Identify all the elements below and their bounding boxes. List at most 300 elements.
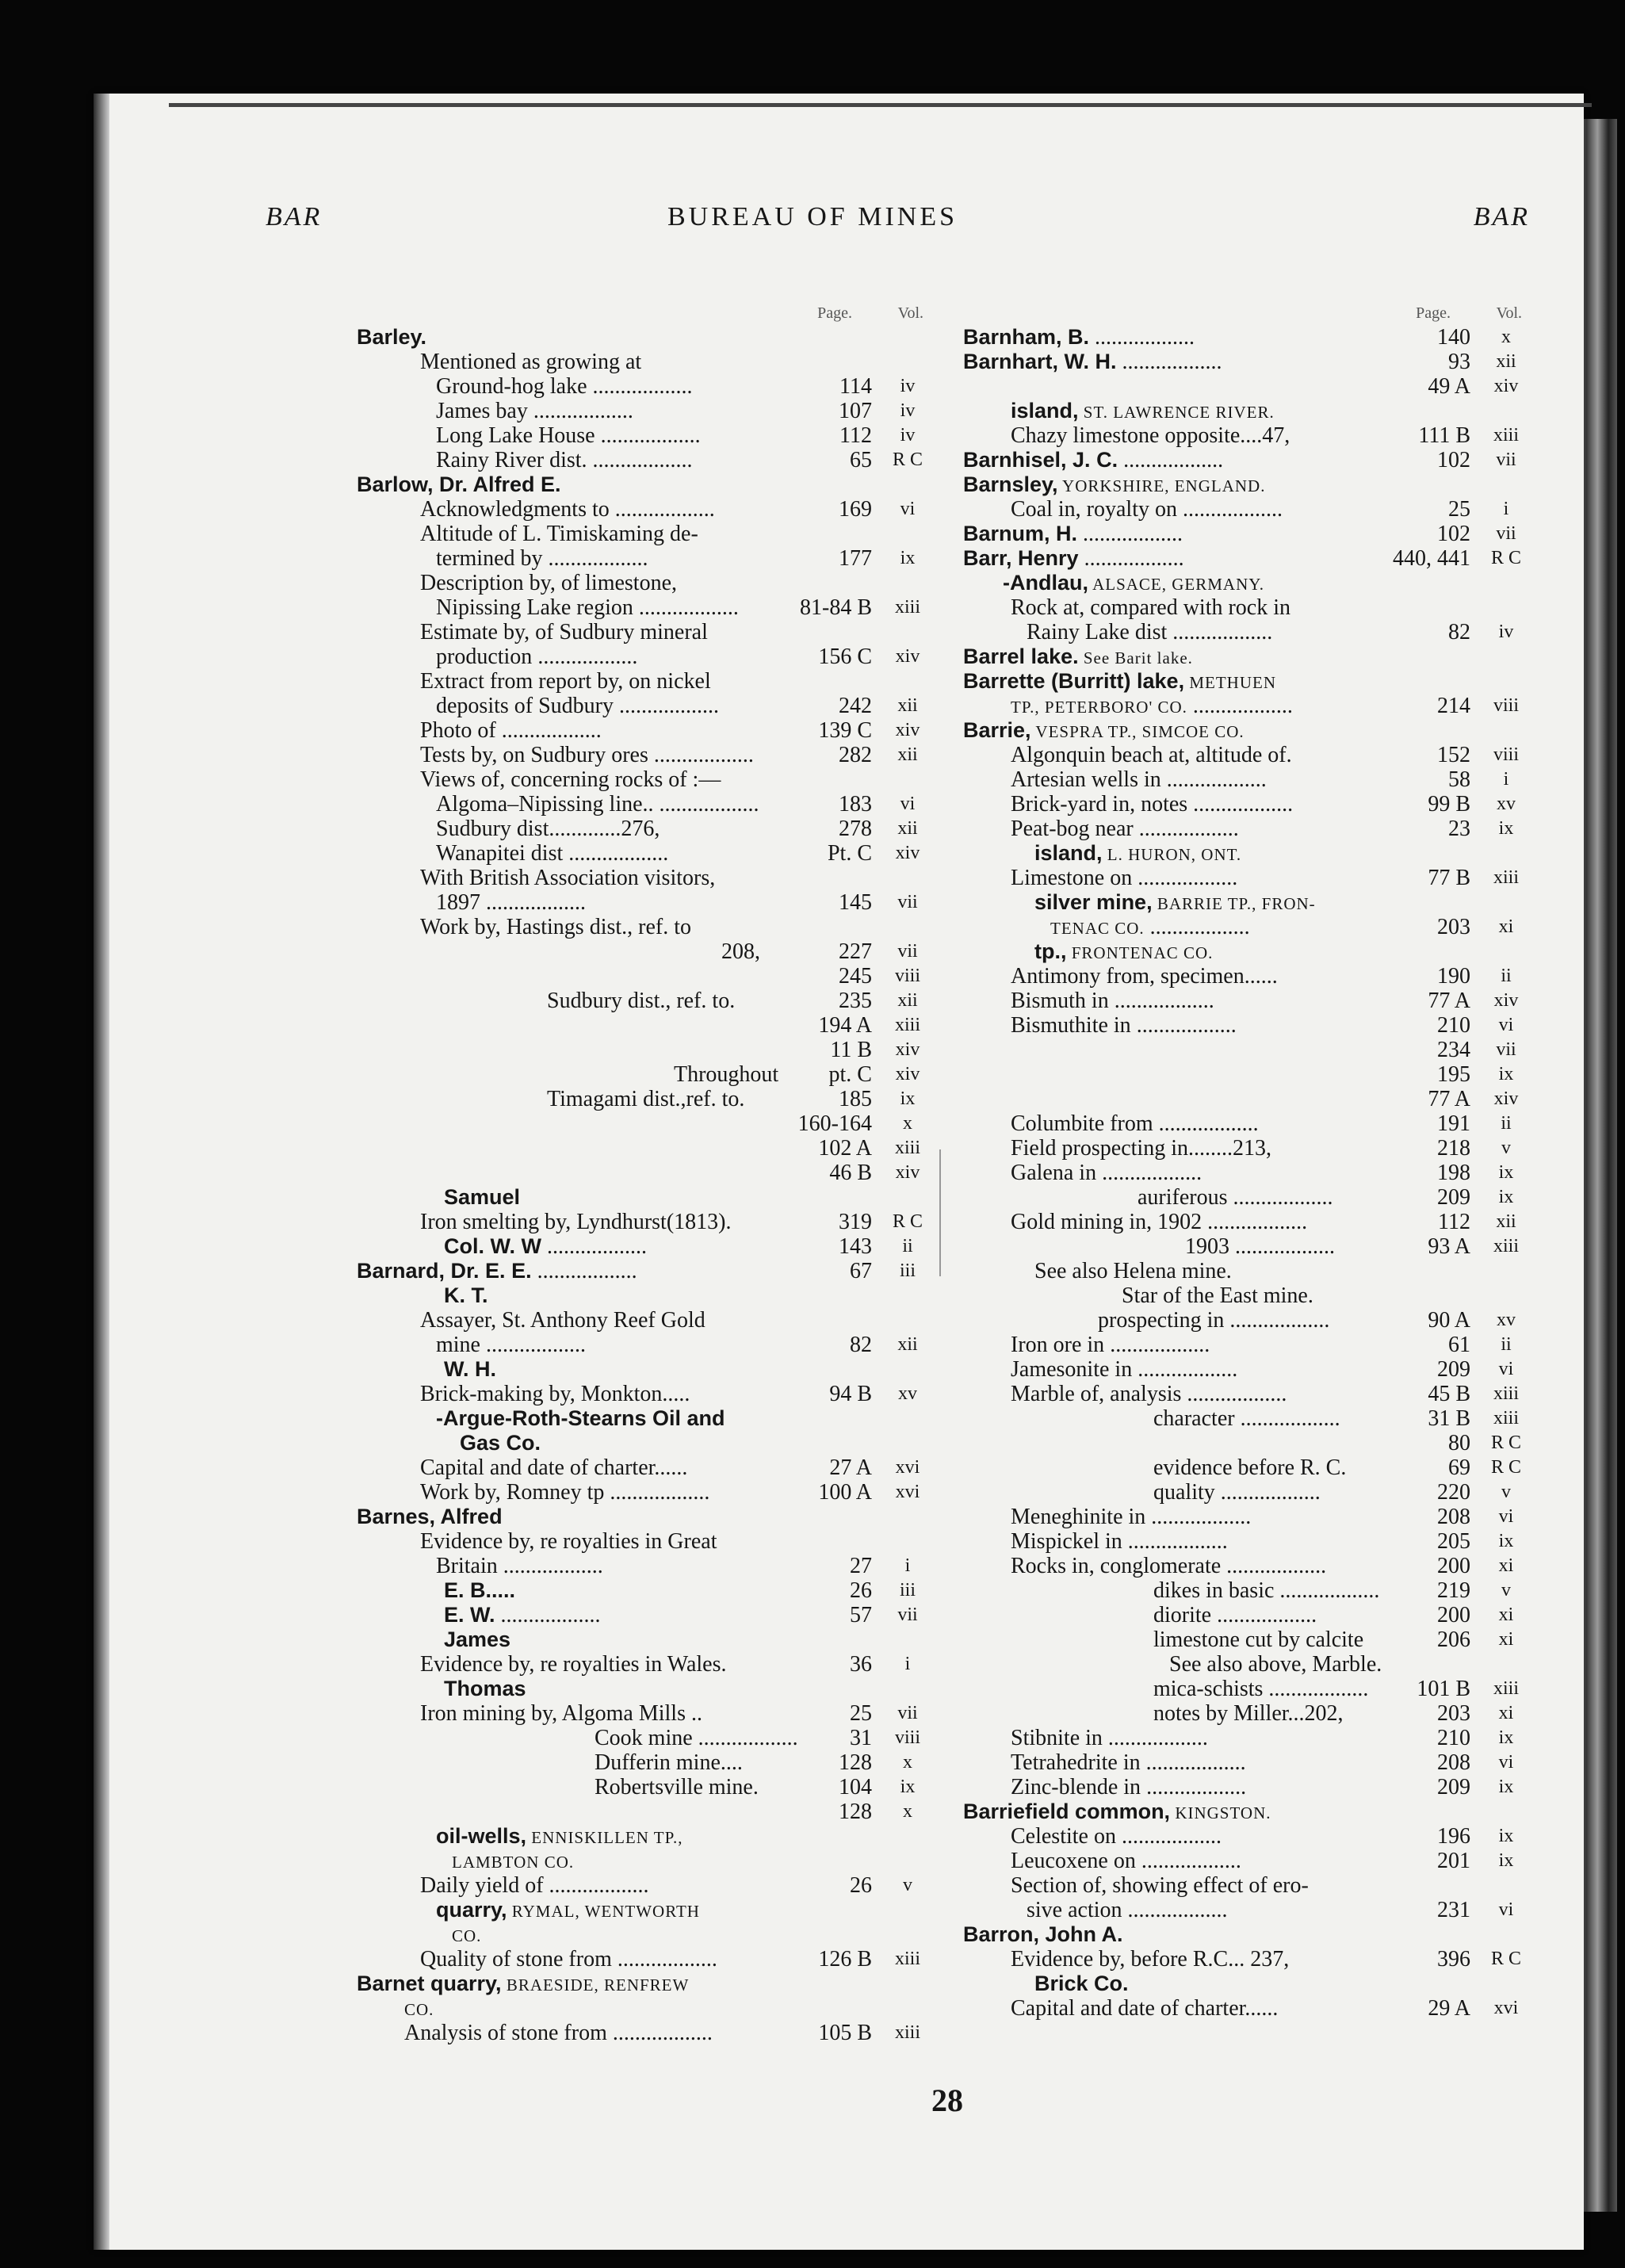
entry-label: Jamesonite in	[1011, 1357, 1133, 1382]
entry-text	[420, 1701, 702, 1726]
entry-page: 183	[839, 792, 872, 817]
entry-label: Daily yield of	[420, 1873, 544, 1898]
index-entry	[963, 399, 1534, 423]
entry-location: TP., PETERBORO' CO.	[1011, 698, 1187, 717]
entry-heading: W. H.	[444, 1357, 496, 1381]
index-entry	[357, 1799, 935, 1824]
entry-text	[963, 522, 1183, 546]
entry-text	[1011, 1210, 1307, 1234]
leader-dots: ..................	[1263, 1677, 1369, 1701]
index-entry	[963, 1382, 1534, 1406]
entry-text	[420, 866, 715, 890]
entry-label: Sudbury dist.............276,	[436, 817, 660, 841]
leader-dots: ..................	[1078, 546, 1184, 571]
entry-label: Sudbury dist., ref. to.	[547, 989, 736, 1013]
entry-text	[1153, 1480, 1321, 1505]
index-entry	[357, 522, 935, 546]
entry-volume: xii	[897, 990, 918, 1011]
entry-text	[436, 792, 759, 817]
entry-label: Capital and date of charter......	[1011, 1996, 1279, 2021]
entry-text	[1011, 423, 1290, 448]
entry-label: Iron mining by, Algoma Mills ..	[420, 1701, 702, 1726]
entry-text	[452, 1922, 481, 1949]
index-entry	[357, 1505, 935, 1529]
index-entry	[357, 669, 935, 694]
entry-location: RYMAL, WENTWORTH	[507, 1902, 700, 1921]
entry-label: dikes in basic	[1153, 1578, 1275, 1603]
entry-label: Acknowledgments to	[420, 497, 610, 522]
entry-location: ALSACE, GERMANY.	[1088, 575, 1264, 594]
leader-dots: ..................	[1133, 817, 1239, 841]
entry-page: 152	[1437, 743, 1470, 767]
entry-volume: xii	[897, 818, 918, 839]
entry-page: 31 B	[1428, 1406, 1470, 1431]
leader-dots: ..................	[1181, 1382, 1287, 1406]
entry-volume: vii	[897, 892, 918, 912]
entry-page: 114	[839, 374, 872, 399]
index-entry	[963, 472, 1534, 497]
index-entry	[357, 1087, 935, 1111]
index-entry	[963, 1062, 1534, 1087]
entry-label: Leucoxene on	[1011, 1849, 1136, 1873]
entry-volume: ix	[1498, 1777, 1514, 1797]
entry-label: With British Association visitors,	[420, 866, 716, 890]
entry-page: 160-164	[797, 1111, 872, 1136]
entry-text	[1153, 1701, 1344, 1726]
entry-page: 102	[1437, 448, 1470, 472]
index-entry	[963, 1038, 1534, 1062]
entry-volume: vi	[1498, 1506, 1514, 1527]
running-head	[63, 119, 1562, 231]
index-entry	[357, 1333, 935, 1357]
entry-volume: xiii	[894, 597, 920, 618]
entry-label: Views of, concerning rocks of :—	[420, 767, 721, 792]
index-entry	[357, 866, 935, 890]
entry-heading: Barnhisel, J. C.	[963, 448, 1118, 472]
leader-dots: ..................	[1202, 1210, 1308, 1234]
index-entry	[963, 792, 1534, 817]
index-entry	[357, 1480, 935, 1505]
entry-volume: vi	[1498, 1752, 1514, 1773]
entry-text	[1034, 841, 1241, 867]
entry-page: 203	[1437, 1701, 1470, 1726]
entry-volume: ii	[1501, 1113, 1512, 1134]
index-entry	[357, 1726, 935, 1750]
leader-dots: ..................	[480, 1333, 586, 1357]
entry-volume: viii	[1493, 744, 1519, 765]
entry-label: Ground-hog lake	[436, 374, 587, 399]
entry-label: Zinc-blende in	[1011, 1775, 1141, 1799]
entry-page: 200	[1437, 1554, 1470, 1578]
entry-label: Throughout	[674, 1062, 779, 1087]
entry-page: 46 B	[829, 1161, 872, 1185]
entry-text	[1011, 1505, 1251, 1529]
entry-volume: vi	[900, 794, 916, 814]
entry-location: ENNISKILLEN TP.,	[526, 1828, 683, 1847]
entry-page: 27 A	[829, 1455, 872, 1480]
entry-text	[420, 1210, 731, 1234]
index-entry	[963, 1259, 1534, 1283]
entry-heading: quarry,	[436, 1898, 507, 1922]
entry-page: 101 B	[1417, 1677, 1470, 1701]
entry-page: 102 A	[818, 1136, 872, 1161]
entry-page: 190	[1437, 964, 1470, 989]
entry-text	[436, 1554, 603, 1578]
entry-page: 227	[839, 939, 872, 964]
leader-dots: ..................	[1227, 1185, 1333, 1210]
entry-heading: E. B.....	[444, 1578, 516, 1602]
leader-dots: ..................	[614, 694, 719, 718]
index-entry	[963, 989, 1534, 1013]
entry-text	[444, 1283, 488, 1308]
entry-volume: xiii	[1493, 1678, 1519, 1699]
entry-volume: xiv	[895, 720, 920, 740]
entry-text	[444, 1357, 496, 1382]
index-entry	[963, 767, 1534, 792]
entry-page: 206	[1437, 1627, 1470, 1652]
leader-dots: ..................	[1221, 1554, 1327, 1578]
entry-page: 93 A	[1428, 1234, 1470, 1259]
entry-text	[420, 718, 602, 743]
entry-text	[595, 1775, 759, 1799]
leader-dots: ..................	[563, 841, 669, 866]
entry-label: Work by, Hastings dist., ref. to	[420, 915, 692, 939]
entry-volume: ix	[1498, 1531, 1514, 1551]
entry-label: Evidence by, re royalties in Wales.	[420, 1652, 727, 1677]
entry-volume: xiv	[895, 646, 920, 667]
index-entry	[963, 964, 1534, 989]
entry-text	[963, 669, 1276, 695]
index-entry	[963, 1603, 1534, 1627]
entry-volume: R C	[1490, 1949, 1521, 1969]
index-entry	[357, 374, 935, 399]
entry-text	[420, 1529, 717, 1554]
entry-volume: ix	[1498, 1064, 1514, 1084]
entry-page: 94 B	[829, 1382, 872, 1406]
entry-text	[1011, 1136, 1271, 1161]
entry-label: James bay	[436, 399, 528, 423]
entry-heading: Barnhart, W. H.	[963, 350, 1117, 373]
entry-volume: xiii	[894, 1949, 920, 1969]
entry-location: LAMBTON CO.	[452, 1853, 575, 1872]
index-entry	[963, 1996, 1534, 2021]
entry-text	[1011, 1333, 1210, 1357]
entry-label: Star of the East mine.	[1122, 1283, 1313, 1308]
index-entry	[963, 1750, 1534, 1775]
index-entry	[357, 1357, 935, 1382]
entry-text	[444, 1603, 601, 1627]
entry-text	[547, 989, 735, 1013]
entry-page: 140	[1437, 325, 1470, 350]
entry-location: BRAESIDE, RENFREW	[501, 1975, 690, 1995]
entry-text	[1153, 1627, 1363, 1652]
index-entry	[357, 1824, 935, 1849]
entry-page: 93	[1448, 350, 1470, 374]
entry-label: Chazy limestone opposite....47,	[1011, 423, 1290, 448]
index-entry	[963, 1947, 1534, 1972]
entry-heading: Samuel	[444, 1185, 521, 1209]
leader-dots: ..................	[1187, 694, 1293, 718]
entry-text	[357, 472, 561, 497]
index-entry	[357, 1234, 935, 1259]
index-entry	[963, 915, 1534, 939]
entry-text	[1153, 1603, 1317, 1627]
entry-volume: x	[903, 1752, 912, 1773]
entry-volume: xii	[1496, 1211, 1516, 1232]
column-header	[357, 304, 935, 325]
entry-text	[1011, 1947, 1289, 1972]
index-entry	[963, 595, 1534, 620]
entry-text	[444, 1627, 510, 1652]
index-entry	[357, 472, 935, 497]
index-entry	[357, 497, 935, 522]
entry-text	[1122, 1283, 1313, 1308]
index-entry	[963, 1357, 1534, 1382]
leader-dots: ..................	[1234, 1406, 1340, 1431]
leader-dots: ..................	[595, 423, 701, 448]
entry-label: See also Helena mine.	[1034, 1259, 1232, 1283]
entry-volume: xi	[1498, 1604, 1514, 1625]
entry-text	[595, 1750, 743, 1775]
entry-label: Cook mine	[595, 1726, 693, 1750]
entry-heading: Barnham, B.	[963, 325, 1090, 349]
entry-label: Marble of, analysis	[1011, 1382, 1182, 1406]
entry-volume: xv	[898, 1383, 917, 1404]
leader-dots: ..................	[648, 743, 754, 767]
entry-text	[420, 522, 698, 546]
index-entry	[963, 718, 1534, 743]
leader-dots: ..................	[1135, 1849, 1241, 1873]
entry-volume: vi	[900, 499, 916, 519]
entry-volume: iv	[1498, 622, 1514, 642]
entry-page: 245	[839, 964, 872, 989]
entry-text	[420, 571, 677, 595]
entry-text	[444, 1234, 647, 1259]
entry-page: 234	[1437, 1038, 1470, 1062]
entry-text	[963, 325, 1195, 350]
entry-page: 282	[839, 743, 872, 767]
leader-dots: ..................	[587, 448, 693, 472]
entry-page: 82	[850, 1333, 872, 1357]
index-entry	[963, 497, 1534, 522]
entry-text	[721, 939, 760, 964]
entry-volume: xi	[1498, 1629, 1514, 1650]
index-entry	[963, 571, 1534, 595]
entry-page: 99 B	[1428, 792, 1470, 817]
entry-text	[1011, 1554, 1326, 1578]
entry-location: See Barit lake.	[1078, 648, 1193, 667]
entry-page: 208	[1437, 1750, 1470, 1775]
leader-dots: ..................	[1116, 350, 1222, 374]
index-entry	[963, 644, 1534, 669]
index-entry	[963, 743, 1534, 767]
index-entry	[963, 1799, 1534, 1824]
leader-dots: ..................	[543, 1873, 649, 1898]
entry-volume: xiii	[1493, 867, 1519, 888]
entry-label: Celestite on	[1011, 1824, 1116, 1849]
index-entry	[357, 890, 935, 915]
running-head-left: BAR	[266, 202, 323, 231]
index-entry	[963, 1873, 1534, 1898]
entry-text	[420, 1873, 649, 1898]
leader-dots: ..................	[1122, 1529, 1228, 1554]
index-entry	[357, 1529, 935, 1554]
entry-volume: v	[903, 1875, 912, 1895]
leader-dots: ..................	[604, 1480, 710, 1505]
entry-label: Altitude of L. Timiskaming de-	[420, 522, 698, 546]
page-number: 28	[931, 2083, 963, 2118]
entry-volume: xii	[897, 695, 918, 716]
index-entry	[963, 939, 1534, 964]
leader-dots: ..................	[1118, 448, 1224, 472]
entry-label: See also above, Marble.	[1169, 1652, 1382, 1677]
leader-dots: ..................	[542, 546, 648, 571]
entry-page: Pt. C	[827, 841, 872, 866]
entry-page: 67	[850, 1259, 872, 1283]
entry-text	[1011, 1382, 1287, 1406]
entry-volume: xvi	[1493, 1998, 1519, 2018]
entry-label: Artesian wells in	[1011, 767, 1161, 792]
entry-volume: iv	[900, 376, 916, 396]
entry-heading: Barnet quarry,	[357, 1972, 502, 1995]
leader-dots: ..................	[1274, 1578, 1380, 1603]
entry-heading: Col. W. W	[444, 1234, 541, 1258]
entry-page: 203	[1437, 915, 1470, 939]
leader-dots: ..................	[1224, 1308, 1330, 1333]
entry-page: 23	[1448, 817, 1470, 841]
index-entry	[963, 1283, 1534, 1308]
entry-location: BARRIE TP., FRON-	[1152, 894, 1316, 913]
entry-label: diorite	[1153, 1603, 1212, 1627]
entry-page: 242	[839, 694, 872, 718]
entry-page: 77 B	[1428, 866, 1470, 890]
leader-dots: ..................	[1176, 497, 1283, 522]
entry-label: quality	[1153, 1480, 1215, 1505]
index-entry	[357, 1062, 935, 1087]
entry-text	[1011, 866, 1237, 890]
entry-heading: oil-wells,	[436, 1824, 527, 1848]
entry-text	[420, 1480, 709, 1505]
index-entry	[357, 1431, 935, 1455]
entry-volume: iii	[899, 1580, 916, 1601]
entry-label: Bismuthite in	[1011, 1013, 1131, 1038]
entry-volume: v	[1501, 1580, 1511, 1601]
index-entry	[357, 1382, 935, 1406]
entry-text	[1034, 1972, 1129, 1996]
index-entry	[963, 694, 1534, 718]
index-entry	[357, 743, 935, 767]
entry-volume: iii	[899, 1260, 916, 1281]
index-entry	[357, 546, 935, 571]
index-entry	[357, 1947, 935, 1972]
leader-dots: ..................	[587, 374, 693, 399]
entry-text	[1011, 743, 1292, 767]
entry-text	[1034, 890, 1316, 916]
entry-volume: R C	[892, 449, 923, 470]
leader-dots: ..................	[1102, 1726, 1208, 1750]
index-entry	[357, 1013, 935, 1038]
index-entry	[963, 817, 1534, 841]
entry-volume: vi	[1498, 1359, 1514, 1379]
index-column-right	[963, 304, 1534, 2021]
index-entry	[963, 1161, 1534, 1185]
entry-text	[1011, 694, 1293, 720]
entry-page: 29 A	[1428, 1996, 1470, 2021]
entry-text	[963, 350, 1222, 374]
entry-page: 231	[1437, 1898, 1470, 1922]
entry-label: Columbite from	[1011, 1111, 1153, 1136]
entry-volume: xiv	[895, 1162, 920, 1183]
entry-page: 69	[1448, 1455, 1470, 1480]
entry-volume: xiii	[894, 1138, 920, 1158]
entry-volume: x	[903, 1113, 912, 1134]
index-entry	[963, 374, 1534, 399]
entry-page: 219	[1437, 1578, 1470, 1603]
entry-text	[1011, 497, 1283, 522]
entry-heading: E. W.	[444, 1603, 495, 1627]
leader-dots: ..................	[1077, 522, 1183, 546]
page-column-label: Page.	[1416, 304, 1451, 322]
leader-dots: ..................	[1089, 325, 1195, 350]
entry-volume: iv	[900, 425, 916, 446]
entry-label: 1897	[436, 890, 480, 915]
entry-text	[436, 423, 701, 448]
entry-page: 112	[839, 423, 872, 448]
entry-heading: silver mine,	[1034, 890, 1153, 914]
index-entry	[357, 989, 935, 1013]
entry-text	[444, 1185, 520, 1210]
entry-text	[1011, 1726, 1208, 1750]
index-entry	[357, 1259, 935, 1283]
entry-heading: Barlow, Dr. Alfred E.	[357, 472, 561, 496]
index-entry	[963, 325, 1534, 350]
entry-volume: vi	[1498, 1899, 1514, 1920]
entry-heading: James	[444, 1627, 511, 1651]
leader-dots: ..................	[1132, 1357, 1238, 1382]
index-entry	[963, 1185, 1534, 1210]
entry-text	[436, 644, 637, 669]
entry-text	[1027, 620, 1272, 644]
index-entry	[357, 1996, 935, 2021]
index-entry	[963, 1849, 1534, 1873]
top-rule	[169, 103, 1592, 107]
entry-volume: R C	[1490, 1432, 1521, 1453]
entry-label: Iron smelting by, Lyndhurst(1813).	[420, 1210, 732, 1234]
entry-page: 191	[1437, 1111, 1470, 1136]
page-column-label: Page.	[817, 304, 852, 322]
entry-volume: xi	[1498, 916, 1514, 937]
entry-page: 319	[839, 1210, 872, 1234]
entry-text	[1003, 571, 1264, 597]
entry-volume: i	[1503, 769, 1509, 790]
entry-label: Estimate by, of Sudbury mineral	[420, 620, 708, 644]
entry-text	[1011, 817, 1239, 841]
entry-label: Coal in, royalty on	[1011, 497, 1177, 522]
index-entry	[963, 448, 1534, 472]
leader-dots: ..................	[1108, 989, 1214, 1013]
index-entry	[357, 423, 935, 448]
entry-volume: vii	[1496, 449, 1516, 470]
entry-page: 107	[839, 399, 872, 423]
index-entry	[357, 817, 935, 841]
entry-text	[1050, 915, 1250, 941]
entry-label: Robertsville mine.	[595, 1775, 759, 1799]
index-entry	[963, 1824, 1534, 1849]
index-entry	[963, 522, 1534, 546]
entry-text	[1011, 1161, 1202, 1185]
running-head-title: BUREAU OF MINES	[667, 202, 958, 231]
index-entry	[357, 595, 935, 620]
